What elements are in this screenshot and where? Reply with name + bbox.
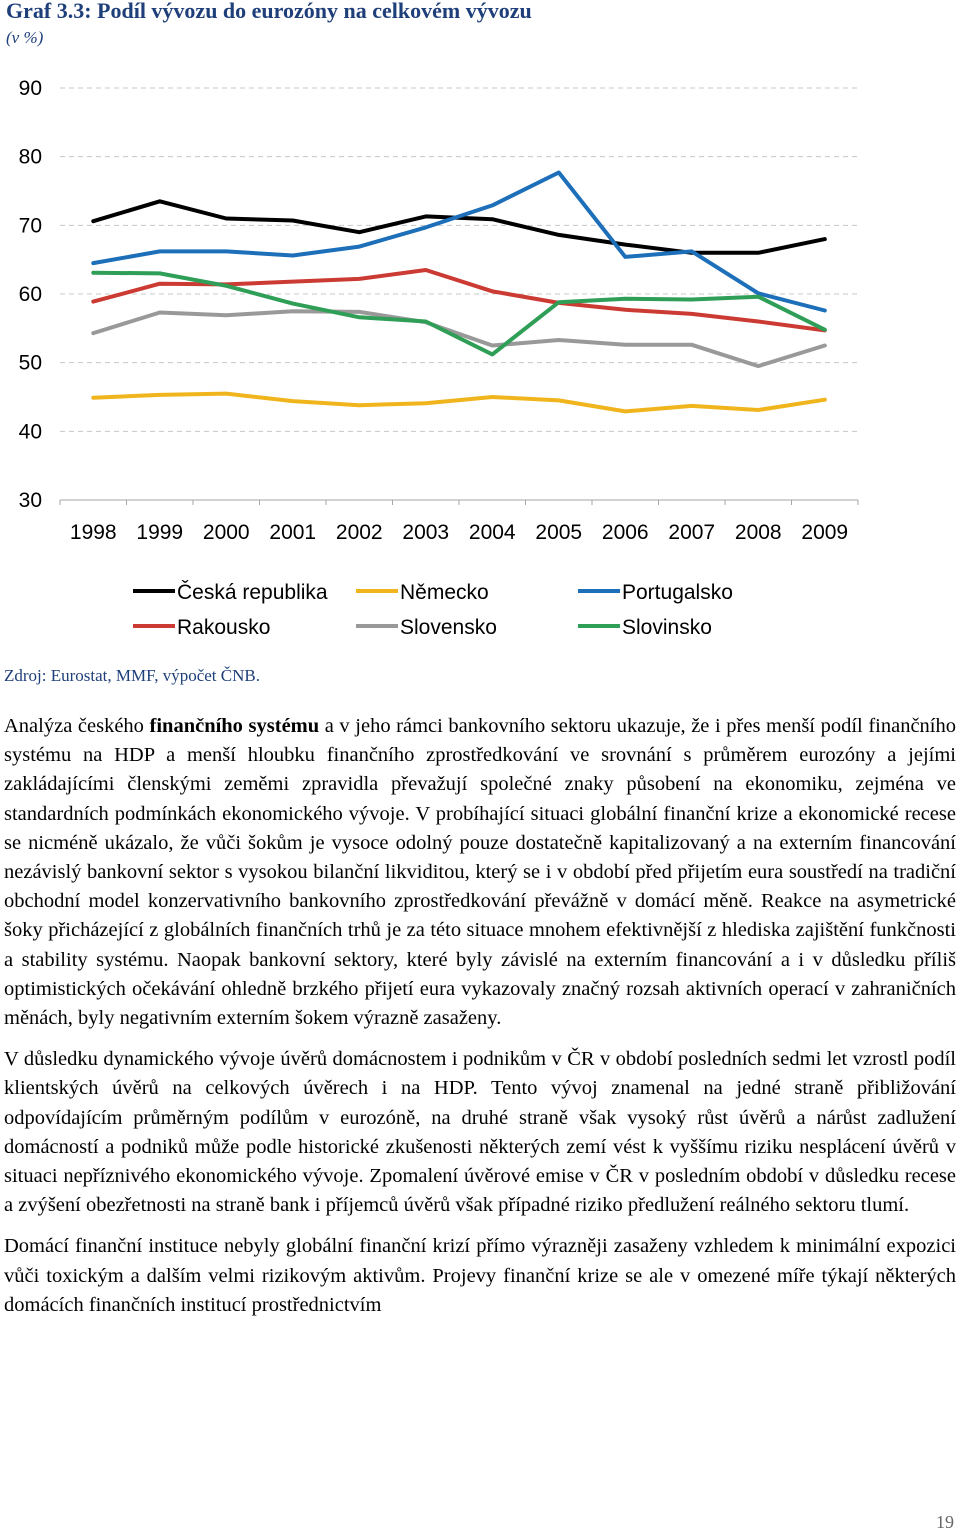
figure-title: Graf 3.3: Podíl vývozu do eurozóny na celkovém vývozu xyxy=(6,0,532,23)
x-tick-label: 2006 xyxy=(601,521,649,544)
legend xyxy=(133,581,733,639)
paragraph-1-emphasis: finančního systému xyxy=(149,715,320,737)
paragraph-1-rest: a v jeho rámci bankovního sektoru ukazuje, že i přes menší podíl finančního systému na HDP a menší hloubku finančního zprostředkování ve srovnání s průměrem eurozóny a jejími zakládajícími členskými zeměmi zpravidla převažují společné znaky působení na ekonomiku, zejména ve standardních podmínkách ekonomického vývoje. V probíhající situaci globální finanční krize a ekonomické recese se nicméně ukázalo, že vůči šokům je vysoce odolný pouze dostatečně kapitalizovaný a na externím financování nezávislý bankovní sektor s vysokou bilanční likviditou, který se i v období před přijetím eura soustředí na tradiční obchodní model konzervativního bankovního zprostředkování převážně v domácí měně. Reakce na asymetrické šoky přicházející z globálních finančních trhů je za této situace mnohem efektivnější z hlediska zajištění funkčnosti a stability systému. Naopak bankovní sektory, které byly závislé na externím financování a i v důsledku příliš optimistických očekávání ohledně brzkého přijetí eura vykazovaly značný rozsah aktivních operací v zahraničních měnách, byly negativním externím šokem výrazně zasaženy. xyxy=(4,715,956,1030)
legend-label: Slovinsko xyxy=(622,616,712,639)
legend-label: Česká republika xyxy=(177,581,328,604)
legend-label: Slovensko xyxy=(400,616,497,639)
x-tick-label: 1999 xyxy=(136,521,184,544)
line-chart xyxy=(0,60,960,640)
legend-label: Německo xyxy=(400,581,489,604)
grid-lines xyxy=(60,88,858,431)
legend-label: Portugalsko xyxy=(622,581,733,604)
x-tick-label: 2007 xyxy=(668,521,716,544)
figure-source: Zdroj: Eurostat, MMF, výpočet ČNB. xyxy=(4,666,260,685)
paragraph-2: V důsledku dynamického vývoje úvěrů domácnostem i podnikům v ČR v období posledních sedmi let vzrostl podíl klientských úvěrů na celkových úvěrech i na HDP. Tento vývoj znamenal na jedné straně přibližování odpovídajícím průměrným podílům v eurozóně, na druhé straně však vysoký růst úvěrů a nárůst zadlužení domácností a podniků může podle historické zkušenosti některých zemí vést k vyššímu riziku nesplácení úvěrů v situaci nepříznivého ekonomického vývoje. Zpomalení úvěrové emise v ČR v posledním období v důsledku recese a zvýšení obezřetnosti na straně bank i příjemců úvěrů však případné riziko předlužení reálného sektoru tlumí. xyxy=(4,1048,956,1217)
y-tick-label: 30 xyxy=(18,489,42,512)
y-tick-label: 70 xyxy=(18,214,42,238)
y-tick-label: 40 xyxy=(18,420,42,444)
body-text xyxy=(4,712,956,1332)
x-tick-label: 2005 xyxy=(535,521,583,544)
series-lines xyxy=(93,173,825,412)
x-tick-label: 2009 xyxy=(801,521,849,544)
x-tick-label: 2001 xyxy=(269,521,317,544)
series-line-2 xyxy=(93,394,825,412)
x-tick-label: 2003 xyxy=(402,521,450,544)
series-line-1 xyxy=(93,201,825,253)
paragraph-1-lead: Analýza českého xyxy=(4,715,150,737)
paragraph-3: Domácí finanční instituce nebyly globální finanční krizí přímo výrazněji zasaženy vzhledem k minimální expozici vůči toxickým a dalším velmi rizikovým aktivům. Projevy finanční krize se ale v omezené míře týkají některých domácích finančních institucí prostřednictvím xyxy=(4,1235,956,1316)
y-tick-label: 80 xyxy=(18,145,42,169)
series-line-3 xyxy=(93,173,825,311)
page-number: 19 xyxy=(936,1512,954,1532)
x-tick-label: 2008 xyxy=(734,521,782,544)
axes xyxy=(19,77,858,544)
x-tick-label: 1998 xyxy=(69,521,117,544)
paragraph-1 xyxy=(4,712,956,1033)
y-tick-label: 90 xyxy=(18,77,42,100)
y-tick-label: 60 xyxy=(18,283,42,306)
x-tick-label: 2004 xyxy=(468,521,516,544)
y-tick-label: 50 xyxy=(18,351,42,375)
x-tick-label: 2002 xyxy=(335,521,383,544)
x-tick-label: 2000 xyxy=(202,521,250,544)
legend-label: Rakousko xyxy=(177,616,271,639)
figure-subtitle: (v %) xyxy=(6,28,44,47)
